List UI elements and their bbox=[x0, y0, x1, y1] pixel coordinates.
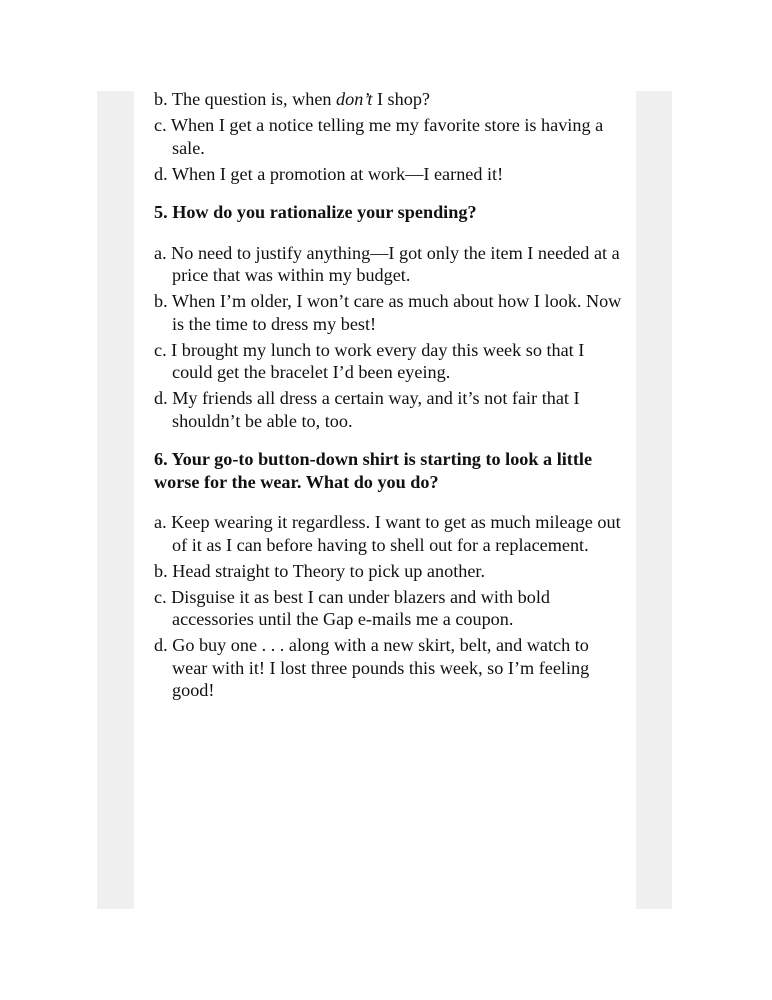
option-text: Disguise it as best I can under blazers and with bold accessories until the Gap e-mails me a coupon. bbox=[171, 586, 550, 629]
q6-option-c bbox=[154, 586, 624, 631]
right-margin-band bbox=[636, 91, 672, 909]
option-text: Go buy one . . . along with a new skirt, belt, and watch to wear with it! I lost three pounds this week, so I’m feeling good! bbox=[172, 635, 590, 700]
option-text: No need to justify anything—I got only the item I needed at a price that was within my budget. bbox=[171, 242, 620, 285]
q5-options bbox=[154, 242, 624, 433]
option-text: When I get a notice telling me my favorite store is having a sale. bbox=[170, 115, 604, 158]
q5-option-c bbox=[154, 339, 624, 384]
q4-options bbox=[154, 88, 624, 185]
q4-option-d bbox=[154, 163, 624, 186]
option-letter: b. bbox=[154, 291, 168, 311]
q4-option-c bbox=[154, 114, 624, 159]
question-5-heading: 5. How do you rationalize your spending? bbox=[154, 202, 477, 222]
option-letter: a. bbox=[154, 512, 167, 532]
option-text-emphasis: don’t bbox=[336, 89, 373, 109]
q6-options bbox=[154, 511, 624, 702]
option-text: I brought my lunch to work every day this week so that I could get the bracelet I’d been eyeing. bbox=[171, 339, 585, 382]
option-letter: c. bbox=[154, 339, 167, 360]
quiz-content bbox=[154, 88, 624, 705]
option-text: My friends all dress a certain way, and it’s not fair that I shouldn’t be able to, too. bbox=[172, 388, 580, 431]
option-letter: d. bbox=[154, 163, 168, 184]
option-letter: d. bbox=[154, 635, 168, 655]
option-text: When I get a promotion at work—I earned it! bbox=[171, 163, 504, 184]
question-6-heading: 6. Your go-to button-down shirt is starting to look a little worse for the wear. What do you do? bbox=[154, 449, 593, 492]
option-text: Keep wearing it regardless. I want to get as much mileage out of it as I can before having to shell out for a replacement. bbox=[171, 512, 621, 555]
option-text-post: I shop? bbox=[372, 89, 430, 109]
option-letter: b. bbox=[154, 560, 168, 581]
q5-option-a bbox=[154, 242, 624, 287]
q5-option-b bbox=[154, 290, 624, 335]
option-text-pre: The question is, when bbox=[171, 89, 337, 109]
q4-option-b bbox=[154, 88, 624, 111]
q6-option-a bbox=[154, 511, 624, 556]
option-letter: d. bbox=[154, 388, 168, 408]
option-letter: c. bbox=[154, 586, 167, 607]
option-letter: b. bbox=[154, 89, 168, 109]
q6-option-b bbox=[154, 560, 624, 583]
option-letter: c. bbox=[154, 115, 167, 135]
option-letter: a. bbox=[154, 242, 167, 263]
q5-option-d bbox=[154, 387, 624, 432]
option-text: When I’m older, I won’t care as much about how I look. Now is the time to dress my best! bbox=[171, 291, 622, 334]
option-text: Head straight to Theory to pick up another. bbox=[172, 560, 486, 581]
q6-option-d bbox=[154, 634, 624, 702]
left-margin-band bbox=[97, 91, 134, 909]
